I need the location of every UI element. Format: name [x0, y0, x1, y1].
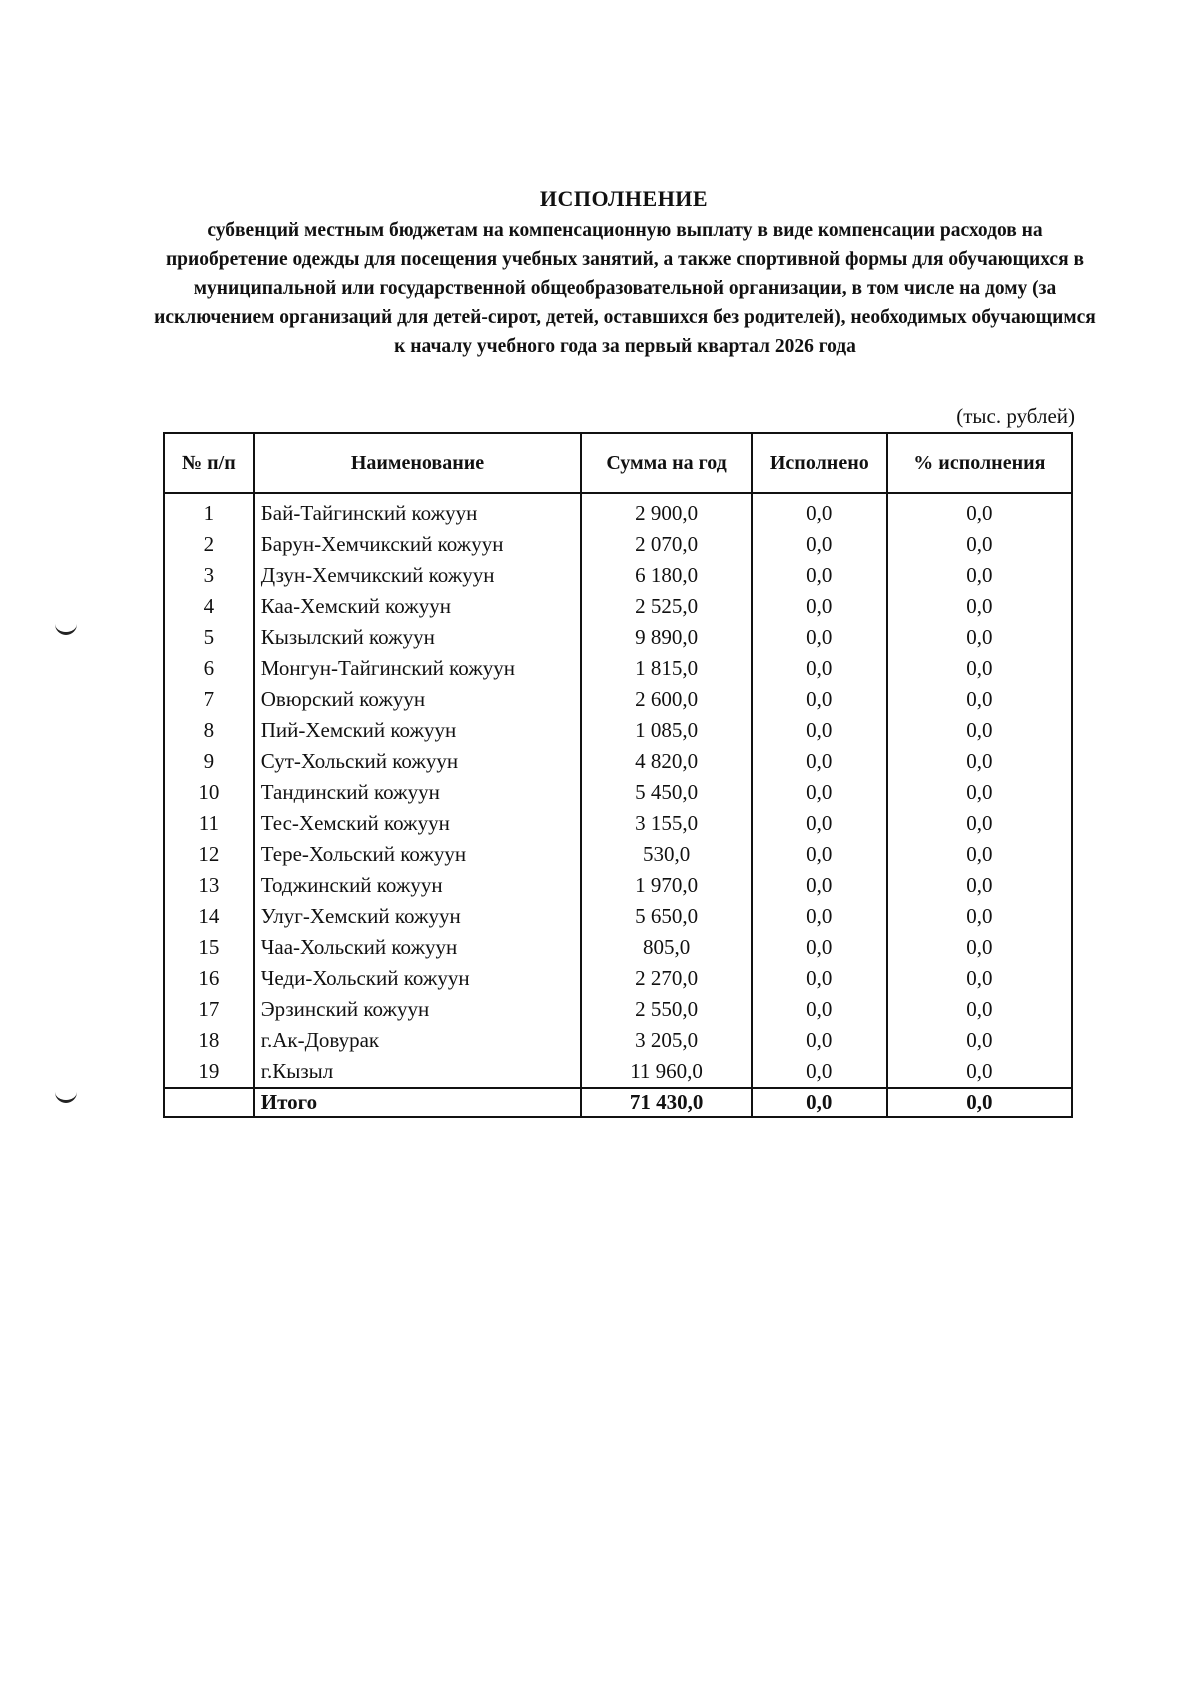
percent-cell: 0,0 — [887, 622, 1072, 653]
row-number-cell: 19 — [164, 1056, 254, 1088]
district-name-cell: Бай-Тайгинский кожуун — [254, 493, 582, 529]
annual-sum-cell: 2 070,0 — [581, 529, 752, 560]
percent-cell: 0,0 — [887, 963, 1072, 994]
scan-margin-mark — [55, 1090, 77, 1103]
table-row — [164, 715, 1072, 746]
row-number-cell: 12 — [164, 839, 254, 870]
scan-margin-mark — [55, 622, 77, 635]
table-row — [164, 932, 1072, 963]
executed-cell: 0,0 — [752, 529, 887, 560]
total-executed-cell: 0,0 — [752, 1088, 887, 1117]
row-number-cell: 2 — [164, 529, 254, 560]
annual-sum-cell: 2 270,0 — [581, 963, 752, 994]
header-executed: Исполнено — [752, 433, 887, 493]
row-number-cell: 18 — [164, 1025, 254, 1056]
annual-sum-cell: 1 815,0 — [581, 653, 752, 684]
executed-cell: 0,0 — [752, 994, 887, 1025]
table-body — [164, 493, 1072, 1088]
total-label-cell: Итого — [254, 1088, 582, 1117]
annual-sum-cell: 11 960,0 — [581, 1056, 752, 1088]
table-row — [164, 591, 1072, 622]
row-number-cell: 11 — [164, 808, 254, 839]
executed-cell: 0,0 — [752, 746, 887, 777]
percent-cell: 0,0 — [887, 901, 1072, 932]
executed-cell: 0,0 — [752, 684, 887, 715]
district-name-cell: г.Ак-Довурак — [254, 1025, 582, 1056]
row-number-cell: 15 — [164, 932, 254, 963]
table-row — [164, 493, 1072, 529]
executed-cell: 0,0 — [752, 808, 887, 839]
total-row — [164, 1088, 1072, 1117]
header-execution-percent: % исполнения — [887, 433, 1072, 493]
percent-cell: 0,0 — [887, 653, 1072, 684]
table-row — [164, 529, 1072, 560]
table-row — [164, 684, 1072, 715]
table-row — [164, 994, 1072, 1025]
annual-sum-cell: 6 180,0 — [581, 560, 752, 591]
table-row — [164, 963, 1072, 994]
table-row — [164, 901, 1072, 932]
annual-sum-cell: 2 900,0 — [581, 493, 752, 529]
total-annual-sum-cell: 71 430,0 — [581, 1088, 752, 1117]
percent-cell: 0,0 — [887, 1025, 1072, 1056]
row-number-cell: 16 — [164, 963, 254, 994]
executed-cell: 0,0 — [752, 932, 887, 963]
executed-cell: 0,0 — [752, 493, 887, 529]
annual-sum-cell: 805,0 — [581, 932, 752, 963]
row-number-cell: 1 — [164, 493, 254, 529]
annual-sum-cell: 1 970,0 — [581, 870, 752, 901]
executed-cell: 0,0 — [752, 653, 887, 684]
units-label: (тыс. рублей) — [956, 404, 1075, 428]
annual-sum-cell: 9 890,0 — [581, 622, 752, 653]
total-number-cell — [164, 1088, 254, 1117]
district-name-cell: Тере-Хольский кожуун — [254, 839, 582, 870]
table-row — [164, 839, 1072, 870]
executed-cell: 0,0 — [752, 1056, 887, 1088]
execution-table — [163, 432, 1073, 1118]
percent-cell: 0,0 — [887, 746, 1072, 777]
executed-cell: 0,0 — [752, 622, 887, 653]
percent-cell: 0,0 — [887, 560, 1072, 591]
annual-sum-cell: 2 600,0 — [581, 684, 752, 715]
table-row — [164, 622, 1072, 653]
table-row — [164, 808, 1072, 839]
annual-sum-cell: 1 085,0 — [581, 715, 752, 746]
district-name-cell: Дзун-Хемчикский кожуун — [254, 560, 582, 591]
executed-cell: 0,0 — [752, 560, 887, 591]
district-name-cell: Тес-Хемский кожуун — [254, 808, 582, 839]
district-name-cell: Барун-Хемчикский кожуун — [254, 529, 582, 560]
percent-cell: 0,0 — [887, 529, 1072, 560]
district-name-cell: Эрзинский кожуун — [254, 994, 582, 1025]
annual-sum-cell: 2 525,0 — [581, 591, 752, 622]
percent-cell: 0,0 — [887, 715, 1072, 746]
table-row — [164, 746, 1072, 777]
district-name-cell: Каа-Хемский кожуун — [254, 591, 582, 622]
percent-cell: 0,0 — [887, 1056, 1072, 1088]
executed-cell: 0,0 — [752, 901, 887, 932]
row-number-cell: 7 — [164, 684, 254, 715]
executed-cell: 0,0 — [752, 777, 887, 808]
district-name-cell: Овюрский кожуун — [254, 684, 582, 715]
table-row — [164, 1056, 1072, 1088]
total-percent-cell: 0,0 — [887, 1088, 1072, 1117]
district-name-cell: Чеди-Хольский кожуун — [254, 963, 582, 994]
percent-cell: 0,0 — [887, 994, 1072, 1025]
district-name-cell: Улуг-Хемский кожуун — [254, 901, 582, 932]
district-name-cell: Кызылский кожуун — [254, 622, 582, 653]
document-title: ИСПОЛНЕНИЕ — [539, 186, 709, 211]
district-name-cell: Сут-Хольский кожуун — [254, 746, 582, 777]
row-number-cell: 10 — [164, 777, 254, 808]
percent-cell: 0,0 — [887, 777, 1072, 808]
row-number-cell: 8 — [164, 715, 254, 746]
district-name-cell: Пий-Хемский кожуун — [254, 715, 582, 746]
row-number-cell: 5 — [164, 622, 254, 653]
row-number-cell: 9 — [164, 746, 254, 777]
header-annual-sum: Сумма на год — [581, 433, 752, 493]
annual-sum-cell: 530,0 — [581, 839, 752, 870]
percent-cell: 0,0 — [887, 591, 1072, 622]
row-number-cell: 14 — [164, 901, 254, 932]
table-header-row — [164, 433, 1072, 493]
executed-cell: 0,0 — [752, 839, 887, 870]
executed-cell: 0,0 — [752, 1025, 887, 1056]
executed-cell: 0,0 — [752, 591, 887, 622]
percent-cell: 0,0 — [887, 684, 1072, 715]
table-row — [164, 560, 1072, 591]
annual-sum-cell: 3 205,0 — [581, 1025, 752, 1056]
district-name-cell: Монгун-Тайгинский кожуун — [254, 653, 582, 684]
district-name-cell: Тандинский кожуун — [254, 777, 582, 808]
header-number: № п/п — [164, 433, 254, 493]
district-name-cell: Чаа-Хольский кожуун — [254, 932, 582, 963]
row-number-cell: 4 — [164, 591, 254, 622]
percent-cell: 0,0 — [887, 839, 1072, 870]
district-name-cell: г.Кызыл — [254, 1056, 582, 1088]
executed-cell: 0,0 — [752, 715, 887, 746]
executed-cell: 0,0 — [752, 963, 887, 994]
annual-sum-cell: 3 155,0 — [581, 808, 752, 839]
annual-sum-cell: 5 450,0 — [581, 777, 752, 808]
table-row — [164, 1025, 1072, 1056]
annual-sum-cell: 5 650,0 — [581, 901, 752, 932]
executed-cell: 0,0 — [752, 870, 887, 901]
percent-cell: 0,0 — [887, 870, 1072, 901]
header-name: Наименование — [254, 433, 582, 493]
district-name-cell: Тоджинский кожуун — [254, 870, 582, 901]
row-number-cell: 17 — [164, 994, 254, 1025]
percent-cell: 0,0 — [887, 493, 1072, 529]
table-row — [164, 870, 1072, 901]
row-number-cell: 6 — [164, 653, 254, 684]
row-number-cell: 13 — [164, 870, 254, 901]
percent-cell: 0,0 — [887, 808, 1072, 839]
table-row — [164, 653, 1072, 684]
annual-sum-cell: 4 820,0 — [581, 746, 752, 777]
table-row — [164, 777, 1072, 808]
document-subtitle: субвенций местным бюджетам на компенсационную выплату в виде компенсации расходов на приобретение одежды для посещения учебных занятий, а также спортивной формы для обучающихся в муниципальной или государственной общеобразовательной организации, в том числе на дому (за исключением организаций для детей-сирот, детей, оставшихся без родителей), необходимых обучающимся к началу учебного года за первый квартал 2026 года — [154, 220, 1096, 357]
row-number-cell: 3 — [164, 560, 254, 591]
annual-sum-cell: 2 550,0 — [581, 994, 752, 1025]
percent-cell: 0,0 — [887, 932, 1072, 963]
